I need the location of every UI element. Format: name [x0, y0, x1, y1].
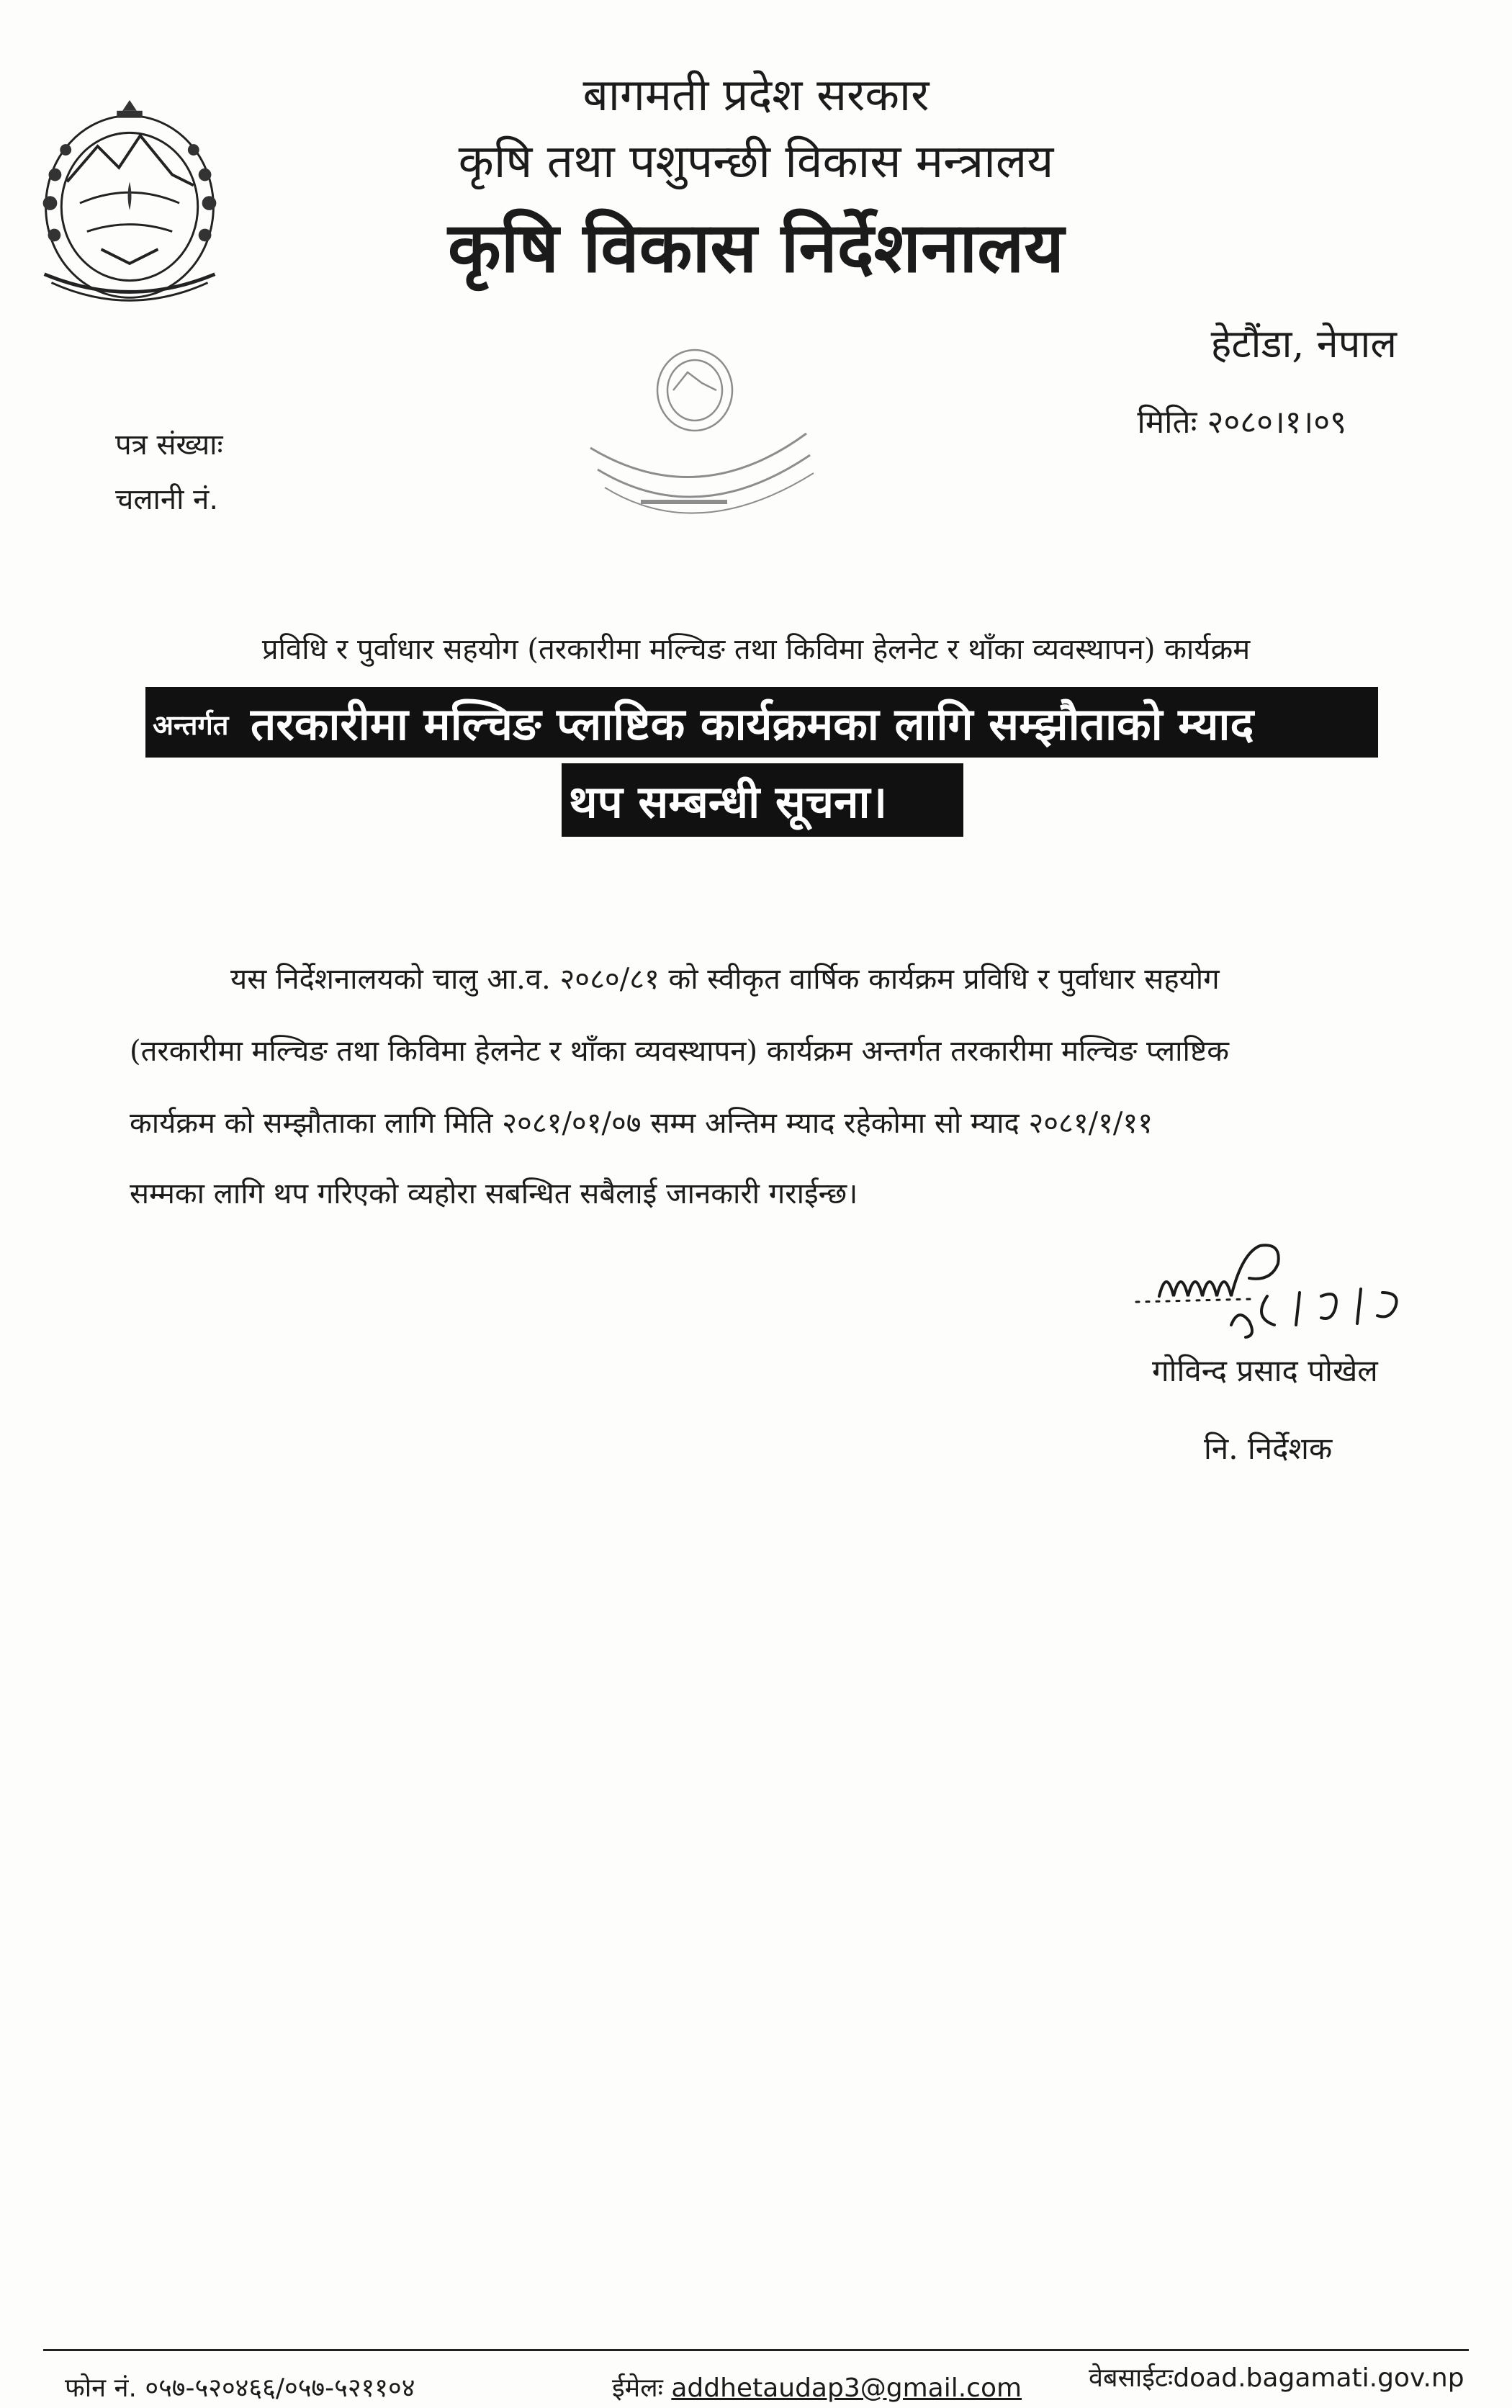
office-stamp-icon — [576, 340, 821, 527]
letter-date: मितिः २०८०।१।०९ — [1137, 404, 1346, 441]
handwritten-signature — [1130, 1217, 1433, 1354]
footer-website-label: वेबसाईटः — [1089, 2363, 1174, 2393]
subject-prefix: अन्तर्गत — [153, 709, 229, 741]
ministry-name: कृषि तथा पशुपन्छी विकास मन्त्रालय — [458, 135, 1054, 189]
footer-email-label: ईमेलः — [612, 2373, 663, 2403]
body-line-2: (तरकारीमा मल्चिङ तथा किविमा हेलनेट र थाँका व्यवस्थापन) कार्यक्रम अन्तर्गत तरकारीमा मल्चिङ प्लाष्टिक — [130, 1035, 1229, 1068]
footer-phone: फोन नं. ०५७-५२०४६६/०५७-५२११०४ — [65, 2373, 415, 2403]
footer-email-link[interactable]: addhetaudap3@gmail.com — [671, 2373, 1022, 2403]
office-location: हेटौंडा, नेपाल — [1210, 321, 1397, 367]
body-line-3: कार्यक्रम को सम्झौताका लागि मिति २०८१/०१/०७ सम्म अन्तिम म्याद रहेकोमा सो म्याद २०८१/१/११ — [130, 1107, 1153, 1140]
footer-website — [1089, 2359, 1464, 2394]
footer-divider — [43, 2349, 1469, 2351]
letter-number-label: पत्र संख्याः — [115, 428, 223, 462]
body-line-4: सम्मका लागि थप गरिएको व्यहोरा सबन्धित सबैलाई जानकारी गराईन्छ। — [130, 1177, 858, 1210]
body-line-1: यस निर्देशनालयको चालु आ.व. २०८०/८१ को स्वीकृत वार्षिक कार्यक्रम प्रविधि र पुर्वाधार सहयोग — [230, 963, 1220, 996]
signer-name: गोविन्द प्रसाद पोखेल — [1152, 1353, 1378, 1388]
subject-title-line2: थप सम्बन्धी सूचना। — [569, 776, 888, 828]
footer-email — [612, 2369, 1022, 2404]
subject-title-line1: तरकारीमा मल्चिङ प्लाष्टिक कार्यक्रमका लागि सम्झौताको म्याद — [251, 698, 1254, 750]
subject-intro-line: प्रविधि र पुर्वाधार सहयोग (तरकारीमा मल्चिङ तथा किविमा हेलनेट र थाँका व्यवस्थापन) कार्यक्रम — [261, 633, 1251, 666]
directorate-name: कृषि विकास निर्देशनालय — [448, 207, 1064, 288]
dispatch-number-label: चलानी नं. — [115, 483, 219, 516]
signer-title: नि. निर्देशक — [1204, 1431, 1333, 1466]
government-name: बागमती प्रदेश सरकार — [582, 68, 930, 121]
footer-website-link[interactable]: doad.bagamati.gov.np — [1173, 2363, 1464, 2393]
